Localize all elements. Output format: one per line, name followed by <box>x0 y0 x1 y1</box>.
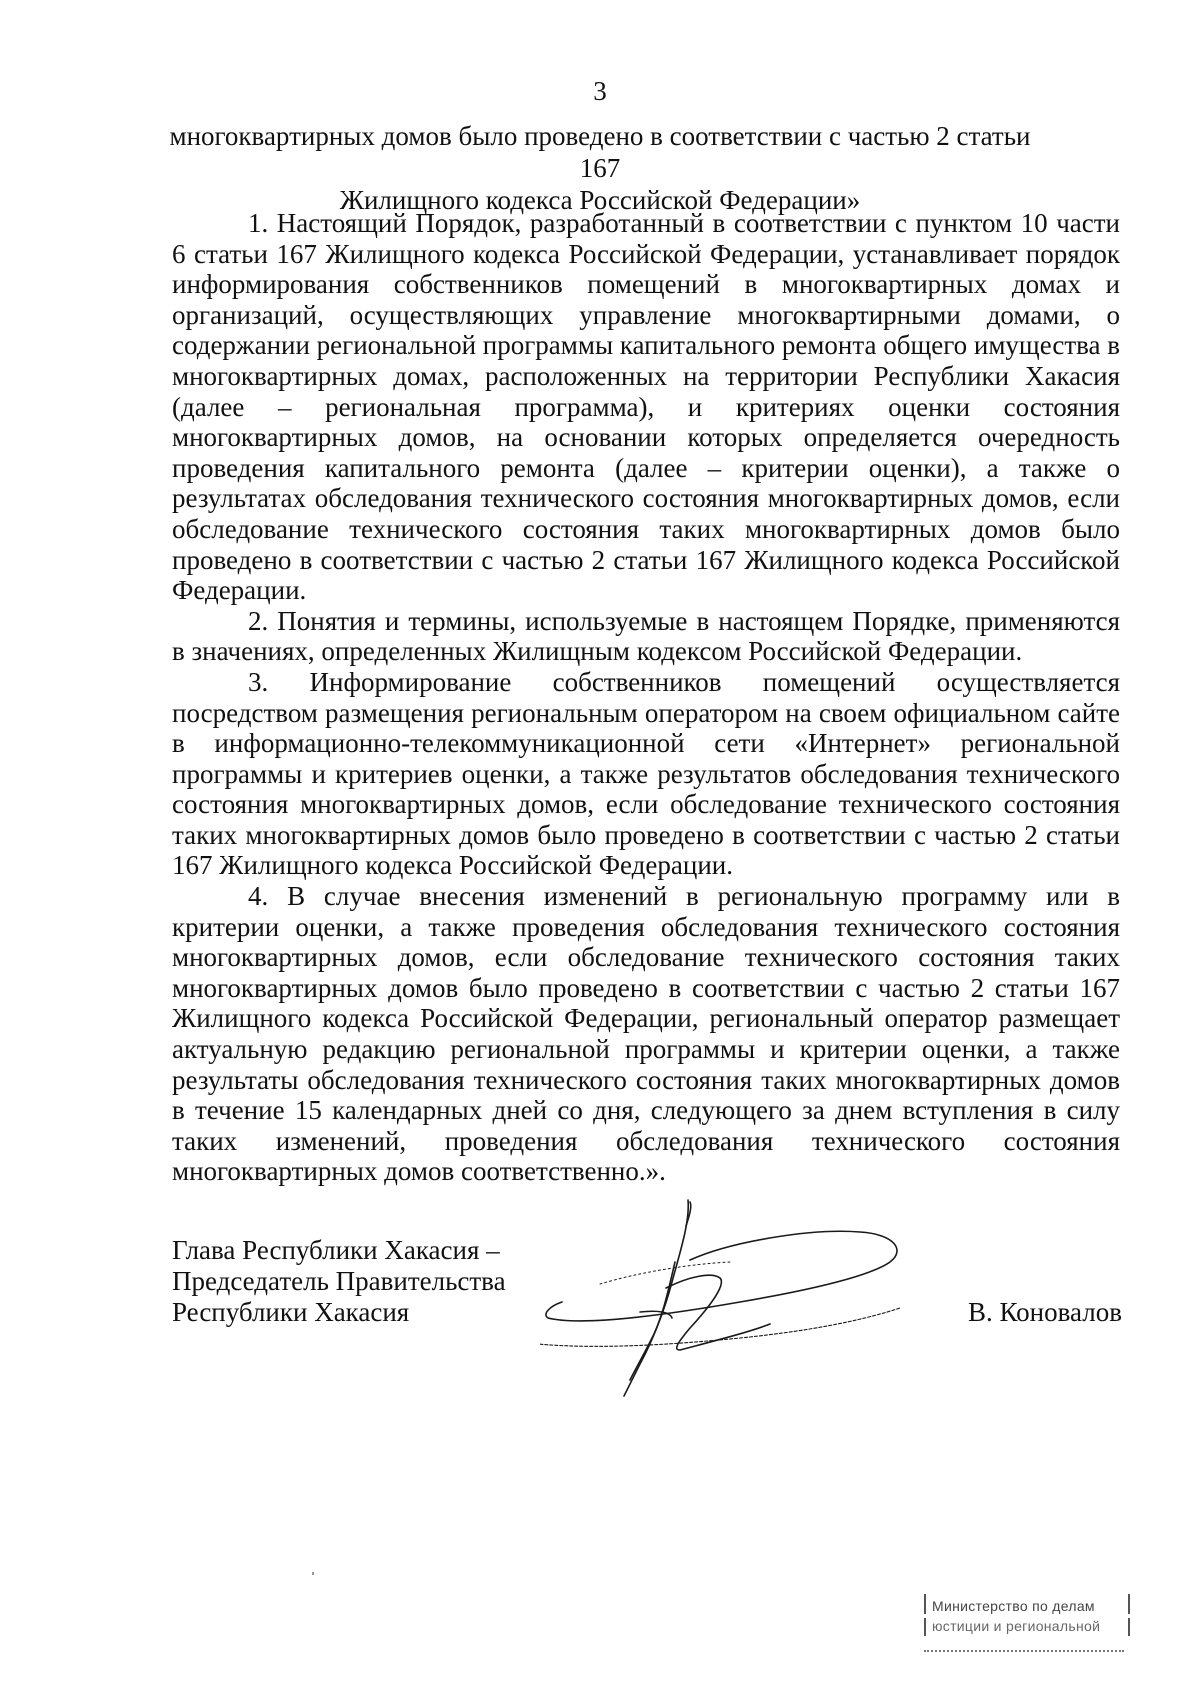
signatory-title-line: Глава Республики Хакасия – <box>172 1235 500 1265</box>
stamp-dotted-line <box>924 1650 1124 1652</box>
paragraph-2: 2. Понятия и термины, используемые в настоящем Порядке, применяются в значениях, определенных Жилищным кодексом Российской Федерации. <box>172 605 1120 667</box>
stamp-border <box>1128 1594 1130 1614</box>
signatory-title <box>172 1235 506 1328</box>
stamp-border <box>1128 1618 1130 1636</box>
signatory-title-line: Республики Хакасия <box>172 1297 410 1327</box>
intro-line: многоквартирных домов было проведено в соответствии с частью 2 статьи 167 <box>169 121 1031 183</box>
intro-line: Жилищного кодекса Российской Федерации» <box>339 185 861 215</box>
handwritten-signature <box>540 1192 960 1402</box>
stamp-line: юстиции и региональной <box>932 1618 1101 1634</box>
stamp-border <box>924 1618 926 1636</box>
page-number: 3 <box>593 76 607 106</box>
signatory-title-line: Председатель Правительства <box>172 1266 506 1296</box>
paragraph-3: 3. Информирование собственников помещений осуществляется посредством размещения региональным оператором на своем официальном сайте в информационно-телекоммуникационной сети «Интернет» региональной программы и критериев оценки, а также результатов обследования технического состояния многоквартирных домов, если обследование технического состояния таких многоквартирных домов было проведено в соответствии с частью 2 статьи 167 Жилищного кодекса Российской Федерации. <box>172 666 1120 881</box>
document-body <box>172 208 1120 1187</box>
scan-speck <box>312 1572 314 1575</box>
stamp-border <box>924 1594 926 1614</box>
stamp-line: Министерство по делам <box>932 1598 1095 1614</box>
ministry-stamp <box>918 1590 1130 1654</box>
intro-continuation <box>150 120 1050 216</box>
paragraph-4: 4. В случае внесения изменений в региональную программу или в критерии оценки, а также проведения обследования технического состояния многоквартирных домов, если обследование технического состояния таких многоквартирных домов было проведено в соответствии с частью 2 статьи 167 Жилищного кодекса Российской Федерации, региональный оператор размещает актуальную редакцию региональной программы и критерии оценки, а также результаты обследования технического состояния таких многоквартирных домов в течение 15 календарных дней со дня, следующего за днем вступления в силу таких изменений, проведения обследования технического состояния многоквартирных домов соответственно.». <box>172 881 1120 1187</box>
paragraph-1: 1. Настоящий Порядок, разработанный в соответствии с пунктом 10 части 6 статьи 167 Жилищного кодекса Российской Федерации, устанавливает порядок информирования собственников помещений в многоквартирных домах и организаций, осуществляющих управление многоквартирными домами, о содержании региональной программы капитального ремонта общего имущества в многоквартирных домах, расположенных на территории Республики Хакасия (далее – региональная программа), и критериях оценки состояния многоквартирных домов, на основании которых определяется очередность проведения капитального ремонта (далее – критерии оценки), а также о результатах обследования технического состояния многоквартирных домов, если обследование технического состояния таких многоквартирных домов было проведено в соответствии с частью 2 статьи 167 Жилищного кодекса Российской Федерации. <box>172 208 1121 606</box>
signer-name: В. Коновалов <box>968 1297 1122 1327</box>
